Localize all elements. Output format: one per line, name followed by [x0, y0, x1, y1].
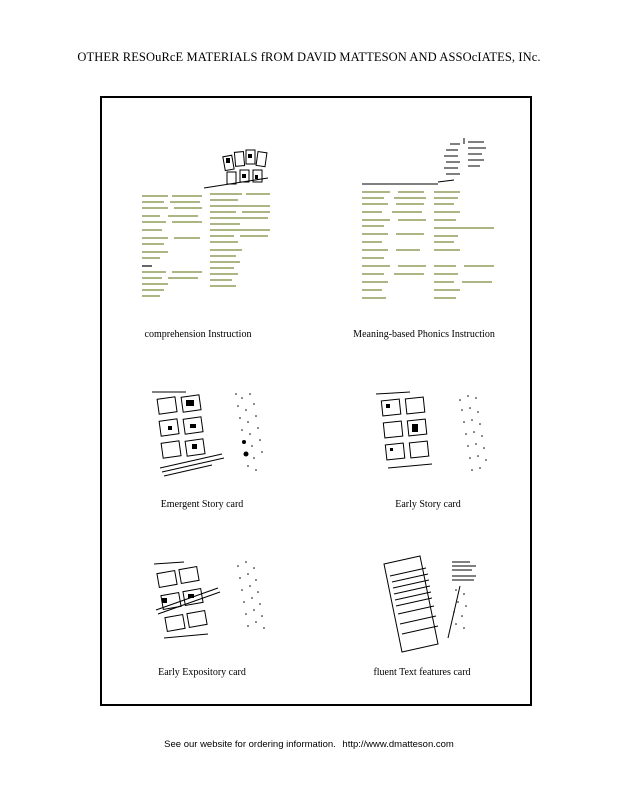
comprehension-thumbnail[interactable] [138, 138, 278, 308]
footer-text: See our website for ordering information. [164, 739, 336, 750]
early-expository-thumbnail[interactable] [148, 558, 278, 648]
comprehension-caption[interactable]: comprehension Instruction [144, 329, 252, 340]
website-link[interactable]: http://www.dmatteson.com [342, 739, 454, 750]
page-title: OTHER RESOuRcE MATERIALS fROM DAVID MATTESON AND ASSOcIATES, INc. [77, 50, 541, 64]
catalog-box [100, 96, 532, 706]
early-story-caption[interactable]: Early Story card [395, 499, 461, 510]
emergent-caption[interactable]: Emergent Story card [160, 499, 244, 510]
phonics-caption[interactable]: Meaning-based Phonics Instruction [353, 329, 495, 340]
early-expository-caption[interactable]: Early Expository card [158, 667, 246, 678]
phonics-thumbnail[interactable] [354, 134, 500, 306]
emergent-thumbnail[interactable] [146, 388, 276, 478]
fluent-text-thumbnail[interactable] [380, 554, 510, 654]
early-story-thumbnail[interactable] [372, 388, 502, 478]
fluent-text-caption[interactable]: fluent Text features card [373, 667, 471, 678]
footer-note [0, 739, 618, 750]
